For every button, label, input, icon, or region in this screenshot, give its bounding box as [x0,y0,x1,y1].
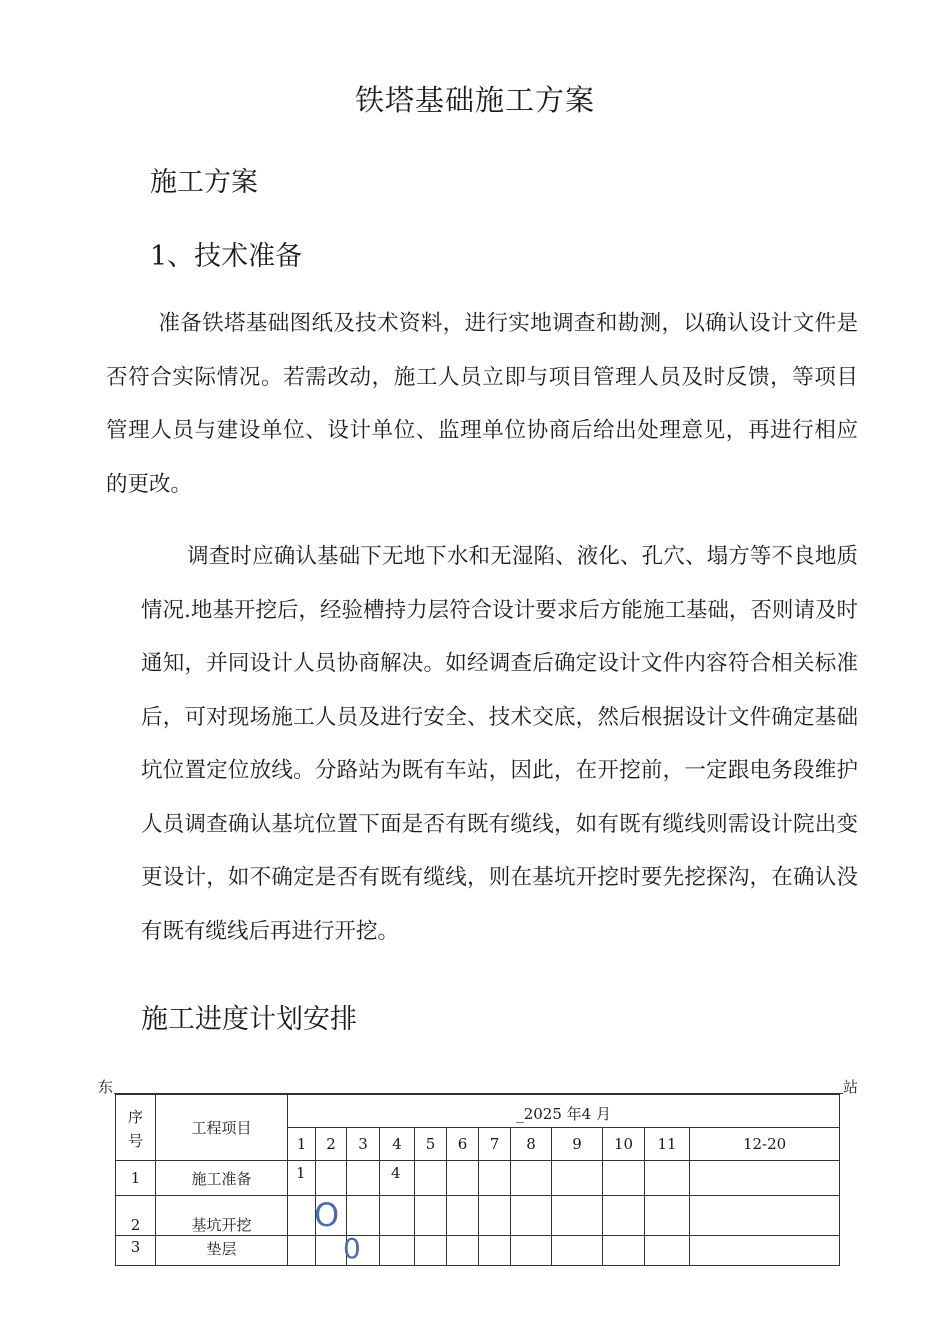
table-header-row [116,1095,840,1128]
row-1-mark-end: 4 [391,1164,401,1182]
day-2: 2 [316,1128,347,1161]
section-heading-schedule: 施工进度计划安排 [141,1004,357,1035]
row-2-progress-mark: O [314,1196,340,1234]
section-heading-construction-plan: 施工方案 [150,167,258,198]
row-1-item: 施工准备 [156,1161,288,1196]
row-1-seq: 1 [116,1161,156,1196]
day-8: 8 [511,1128,552,1161]
paragraph-investigation [141,530,858,958]
day-11: 11 [645,1128,690,1161]
table-corner-left: 东 [98,1078,114,1096]
day-10: 10 [603,1128,645,1161]
row-2-item: 基坑开挖 [156,1196,288,1236]
schedule-table [115,1094,840,1266]
row-2-seq: 2 [116,1196,156,1236]
header-seq-line-1: 序 号 [127,1108,143,1150]
day-6: 6 [447,1128,479,1161]
row-1-mark-start: 1 [296,1164,306,1182]
row-3-seq: 3 [116,1236,156,1266]
header-item: 工程项目 [156,1095,288,1161]
table-row [116,1196,840,1236]
day-1: 1 [288,1128,316,1161]
day-5: 5 [415,1128,447,1161]
day-4: 4 [380,1128,415,1161]
paragraph-technical-preparation [106,297,858,511]
day-12-20: 12-20 [690,1128,840,1161]
section-heading-technical-preparation: 1、技术准备 [150,241,303,272]
day-3: 3 [347,1128,380,1161]
table-corner-right: 站 [843,1078,859,1096]
page-title: 铁塔基础施工方案 [354,83,595,117]
paragraph-2-text: 调查时应确认基础下无地下水和无湿陷、液化、孔穴、塌方等不良地质情况.地基开挖后，经验槽持力层符合设计要求后方能施工基础，否则请及时通知，并同设计人员协商解决。如经调查后确定设计文件内容符合相关标准后，可对现场施工人员及进行安全、技术交底，然后根据设计文件确定基础坑位置定位放线。分路站为既有车站，因此，在开挖前，一定跟电务段维护人员调查确认基坑位置下面是否有既有缆线，如有既有缆线则需设计院出变更设计，如不确定是否有既有缆线，则在基坑开挖时要先挖探沟，在确认没有既有缆线后再进行开挖。 [141,544,858,944]
paragraph-1-text: 准备铁塔基础图纸及技术资料，进行实地调查和勘测，以确认设计文件是否符合实际情况。若需改动，施工人员立即与项目管理人员及时反馈，等项目管理人员与建设单位、设计单位、监理单位协商后给出处理意见，再进行相应的更改。 [106,311,858,497]
day-9: 9 [552,1128,603,1161]
row-3-progress-mark: 0 [343,1232,361,1265]
table-row [116,1161,840,1196]
header-seq [116,1095,156,1161]
header-month: _2025 年4 月 [288,1095,840,1128]
row-3-item: 垫层 [156,1236,288,1266]
table-row [116,1236,840,1266]
day-7: 7 [479,1128,511,1161]
